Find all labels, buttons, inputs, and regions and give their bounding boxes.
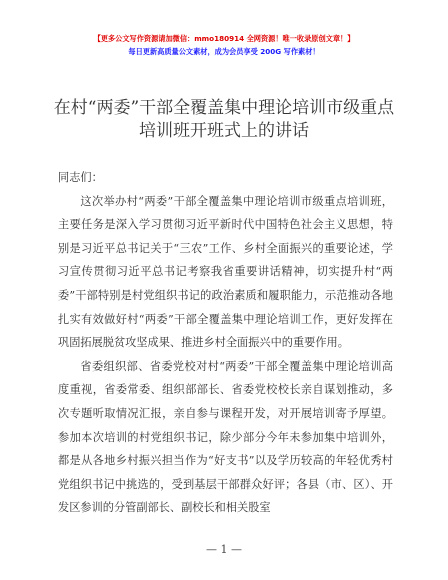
paragraph-1: 这次举办村“两委”干部全覆盖集中理论培训市级重点培训班，主要任务是深入学习贯彻习近平新时代中国特色社会主义思想，特别是习近平总书记关于“三农”工作、乡村全面振兴的重要论述，学习宣传贯彻习近平总书记考察我省重要讲话精神，切实提升村“两委”干部特别是村党组织书记的政治素质和履职能力，示范推动各地扎实有效做好村“两委”干部全覆盖集中理论培训工作，更好发挥在巩固拓展脱贫攻坚成果、推进乡村全面振兴中的重要作用。 <box>58 194 393 350</box>
title-line-1: 在村“两委”干部全覆盖集中理论培训市级重点 <box>53 98 395 118</box>
title-line-2: 培训班开班式上的讲话 <box>139 121 309 141</box>
banner-line-promo: 【更多公文写作资源请加微信：mmo180914 全网资源！唯一收录原创文章！】 <box>93 34 355 43</box>
page-number: — 1 — <box>206 543 242 556</box>
banner-line-membership: 每日更新高质量公文素材，成为会员享受 200G 写作素材！ <box>128 47 320 56</box>
header-banner <box>0 32 448 58</box>
document-title <box>40 97 408 143</box>
paragraph-2: 省委组织部、省委党校对村“两委”干部全覆盖集中理论培训高度重视，省委常委、组织部部长、省委党校校长亲自谋划推动，多次专题听取情况汇报，亲自参与课程开发，对开展培训寄予厚望。参加本次培训的村党组织书记，除少部分今年未参加集中培训外，都是从各地乡村振兴担当作为“好支书”以及学历较高的年轻优秀村党组织书记中挑选的，受到基层干部群众好评；各县（市、区）、开发区参训的分管副部长、副校长和相关股室 <box>58 359 393 515</box>
salutation: 同志们： <box>58 171 103 184</box>
document-body <box>58 166 393 520</box>
